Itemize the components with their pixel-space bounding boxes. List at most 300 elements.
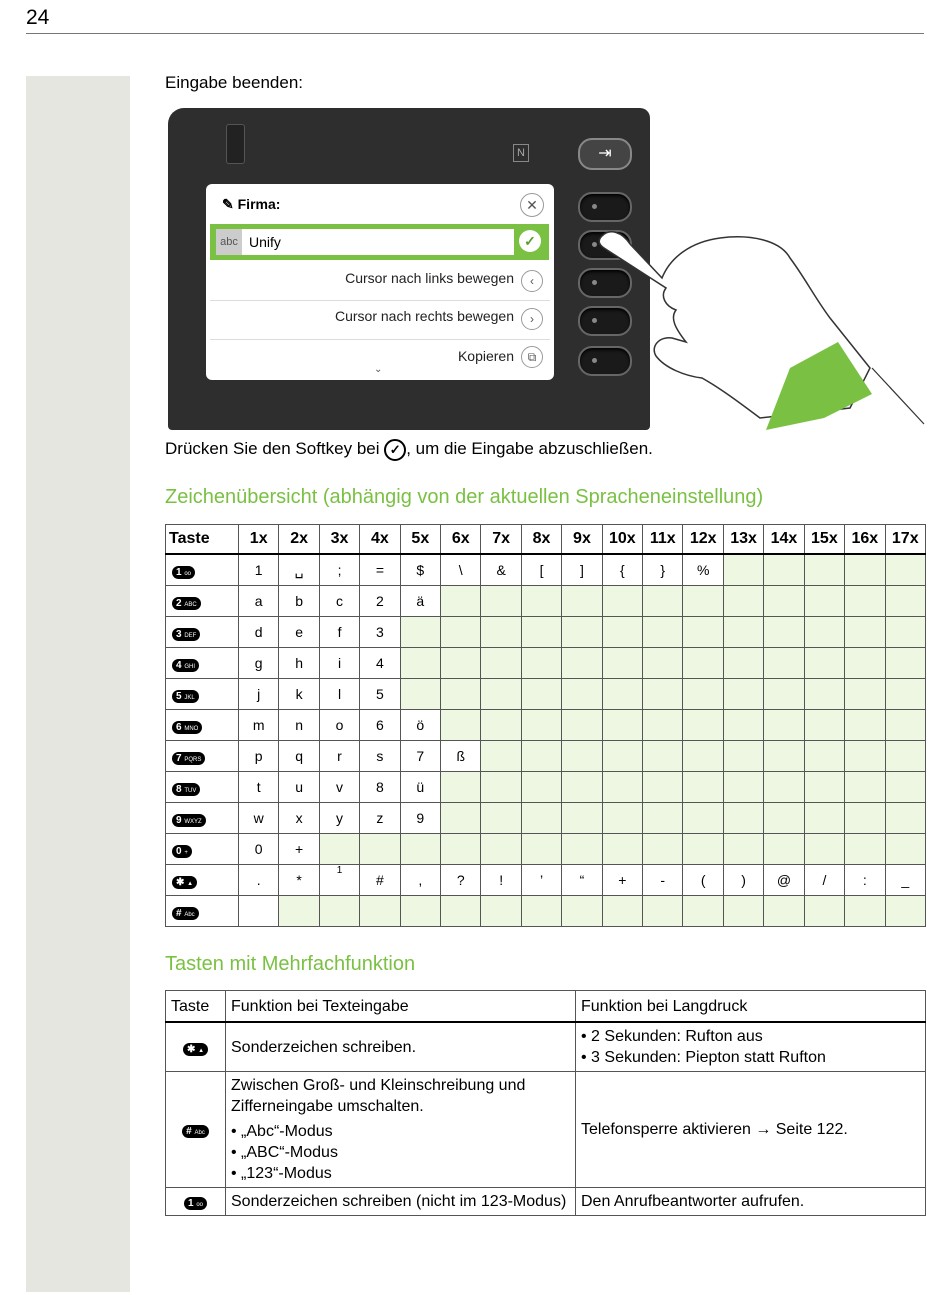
char-cell (602, 834, 642, 865)
char-cell (441, 679, 481, 710)
char-cell (643, 803, 683, 834)
char-cell: ] (562, 554, 602, 586)
char-cell (602, 710, 642, 741)
char-cell (360, 834, 400, 865)
char-cell: 3 (360, 617, 400, 648)
key-7-icon: 7 PQRS (172, 752, 205, 765)
text-function-cell: Zwischen Groß- und Kleinschreibung und Zifferneingabe umschalten. • „Abc“-Modus • „ABC“-Modus • „123“-Modus (226, 1072, 576, 1188)
char-cell (562, 710, 602, 741)
char-cell (400, 896, 440, 927)
char-cell (602, 586, 642, 617)
char-cell (845, 554, 885, 586)
char-cell: [ (521, 554, 561, 586)
char-cell: m (239, 710, 279, 741)
char-cell (845, 896, 885, 927)
key-cell (166, 554, 239, 586)
chevron-left-icon: ‹ (521, 270, 543, 292)
char-cell (481, 586, 521, 617)
char-cell: 5 (360, 679, 400, 710)
char-cell (885, 554, 926, 586)
header-text-function: Funktion bei Texteingabe (226, 991, 576, 1023)
char-cell: f (319, 617, 359, 648)
char-cell (723, 896, 763, 927)
char-cell (643, 648, 683, 679)
table-row (166, 772, 926, 803)
col-header: 4x (360, 525, 400, 555)
intro-text: Eingabe beenden: (165, 73, 304, 92)
long-press-cell: Telefonsperre aktivieren → Seite 122. (576, 1072, 926, 1188)
char-cell (723, 803, 763, 834)
char-cell (643, 741, 683, 772)
table-row (166, 710, 926, 741)
char-cell (643, 772, 683, 803)
char-cell (602, 772, 642, 803)
char-cell (441, 710, 481, 741)
char-cell (885, 648, 926, 679)
char-cell (764, 617, 804, 648)
table-row (166, 648, 926, 679)
key-cell (166, 586, 239, 617)
char-cell (481, 710, 521, 741)
table-row (166, 865, 926, 896)
key-cell (166, 1188, 226, 1216)
char-cell (885, 896, 926, 927)
char-cell: k (279, 679, 319, 710)
char-cell: e (279, 617, 319, 648)
char-cell: ’ (521, 865, 561, 896)
table-row (166, 741, 926, 772)
char-cell (723, 679, 763, 710)
char-cell (521, 834, 561, 865)
divider (210, 339, 550, 340)
key-1-icon: 1 oo (184, 1197, 207, 1210)
char-cell (441, 834, 481, 865)
char-cell: / (804, 865, 844, 896)
char-cell (885, 741, 926, 772)
char-cell (683, 710, 723, 741)
key-8-icon: 8 TUV (172, 783, 200, 796)
key-1-icon: 1 oo (172, 566, 195, 579)
char-cell (804, 834, 844, 865)
char-cell (683, 803, 723, 834)
key-cell (166, 896, 239, 927)
char-cell: \ (441, 554, 481, 586)
key-4-icon: 4 GHI (172, 659, 199, 672)
char-cell: 6 (360, 710, 400, 741)
char-cell (804, 896, 844, 927)
char-cell: + (602, 865, 642, 896)
char-cell (562, 896, 602, 927)
char-cell (885, 803, 926, 834)
header-long-press: Funktion bei Langdruck (576, 991, 926, 1023)
char-cell (804, 803, 844, 834)
char-cell: q (279, 741, 319, 772)
char-cell: c (319, 586, 359, 617)
exit-icon[interactable]: ⇥ (578, 138, 632, 170)
char-cell: ö (400, 710, 440, 741)
input-field[interactable] (216, 229, 514, 255)
char-cell (764, 586, 804, 617)
divider (210, 300, 550, 301)
input-row[interactable] (210, 224, 549, 260)
char-cell (521, 648, 561, 679)
key-cell (166, 648, 239, 679)
char-cell: “ (562, 865, 602, 896)
chevron-right-icon: › (521, 308, 543, 330)
char-cell (643, 896, 683, 927)
char-cell: s (360, 741, 400, 772)
key-cell (166, 710, 239, 741)
char-cell: p (239, 741, 279, 772)
char-cell (764, 679, 804, 710)
char-cell (319, 834, 359, 865)
char-cell (602, 741, 642, 772)
page-number: 24 (26, 6, 50, 29)
char-cell (683, 617, 723, 648)
key-hash-icon: # Abc (182, 1125, 209, 1138)
phone-illustration (168, 108, 650, 430)
char-cell: 8 (360, 772, 400, 803)
char-cell (441, 648, 481, 679)
char-cell: ! (481, 865, 521, 896)
char-cell (643, 586, 683, 617)
section-title-multifunction: Tasten mit Mehrfachfunktion (165, 953, 416, 975)
char-cell: g (239, 648, 279, 679)
col-header: 17x (885, 525, 926, 555)
char-cell (521, 803, 561, 834)
char-cell (764, 896, 804, 927)
char-cell: = (360, 554, 400, 586)
char-cell: ␣ (279, 554, 319, 586)
input-value: Unify (249, 234, 281, 250)
char-cell (723, 586, 763, 617)
key-cell (166, 865, 239, 896)
char-cell (481, 772, 521, 803)
key-0-icon: 0 + (172, 845, 192, 858)
col-header: 15x (804, 525, 844, 555)
char-cell (764, 772, 804, 803)
key-cell (166, 772, 239, 803)
char-cell (400, 617, 440, 648)
key-2-icon: 2 ABC (172, 597, 201, 610)
char-cell (683, 741, 723, 772)
col-header: Taste (166, 525, 239, 555)
char-cell (643, 617, 683, 648)
char-cell (845, 772, 885, 803)
char-cell (845, 586, 885, 617)
header-rule (26, 33, 924, 34)
text-function-cell: Sonderzeichen schreiben. (226, 1022, 576, 1072)
col-header: 11x (643, 525, 683, 555)
list-item: • 3 Sekunden: Piepton statt Rufton (581, 1047, 920, 1068)
char-cell: u (279, 772, 319, 803)
table-row (166, 586, 926, 617)
char-cell: z (360, 803, 400, 834)
char-cell (804, 648, 844, 679)
table-row (166, 896, 926, 927)
char-cell (360, 896, 400, 927)
char-cell (723, 617, 763, 648)
key-6-icon: 6 MNO (172, 721, 202, 734)
char-cell: r (319, 741, 359, 772)
char-cell: - (643, 865, 683, 896)
char-cell: v (319, 772, 359, 803)
char-cell (804, 710, 844, 741)
key-star-icon: ✱ ▲ (172, 876, 197, 889)
col-header: 14x (764, 525, 804, 555)
col-header: 9x (562, 525, 602, 555)
char-cell (845, 710, 885, 741)
long-press-cell (576, 1022, 926, 1072)
char-cell: w (239, 803, 279, 834)
char-cell (885, 586, 926, 617)
char-cell: 4 (360, 648, 400, 679)
char-cell: 9 (400, 803, 440, 834)
char-cell (885, 772, 926, 803)
col-header: 13x (723, 525, 763, 555)
char-cell: 2 (360, 586, 400, 617)
close-icon[interactable]: ✕ (520, 193, 544, 217)
char-cell: a (239, 586, 279, 617)
char-cell (804, 586, 844, 617)
char-cell: 1 (319, 865, 359, 896)
char-cell (441, 896, 481, 927)
char-cell (845, 679, 885, 710)
char-cell: _ (885, 865, 926, 896)
input-mode-badge: abc (216, 229, 242, 255)
char-cell: * (279, 865, 319, 896)
char-cell (764, 648, 804, 679)
text-function-cell: Sonderzeichen schreiben (nicht im 123-Modus) (226, 1188, 576, 1216)
char-cell: ü (400, 772, 440, 803)
char-cell (521, 586, 561, 617)
char-cell: + (279, 834, 319, 865)
char-cell (764, 834, 804, 865)
char-cell (845, 834, 885, 865)
char-cell (764, 554, 804, 586)
check-icon[interactable]: ✓ (519, 230, 541, 252)
table-row (166, 803, 926, 834)
char-cell (683, 679, 723, 710)
char-cell (562, 648, 602, 679)
char-cell: ä (400, 586, 440, 617)
char-cell (239, 896, 279, 927)
char-cell (885, 834, 926, 865)
char-cell (602, 617, 642, 648)
char-cell: ß (441, 741, 481, 772)
char-cell: # (360, 865, 400, 896)
char-cell (764, 741, 804, 772)
char-cell (885, 710, 926, 741)
table-row (166, 617, 926, 648)
char-cell (723, 834, 763, 865)
key-5-icon: 5 JKL (172, 690, 199, 703)
char-cell (804, 554, 844, 586)
option-cursor-right[interactable]: Cursor nach rechts bewegen (335, 308, 514, 324)
char-cell: 0 (239, 834, 279, 865)
char-cell: o (319, 710, 359, 741)
col-header: 12x (683, 525, 723, 555)
char-cell (562, 586, 602, 617)
char-cell: n (279, 710, 319, 741)
nfc-icon: N (513, 144, 529, 162)
char-cell (804, 772, 844, 803)
char-cell (643, 679, 683, 710)
char-cell (441, 772, 481, 803)
copy-icon: ⧉ (521, 346, 543, 368)
col-header: 6x (441, 525, 481, 555)
char-cell (400, 834, 440, 865)
char-cell (521, 617, 561, 648)
key-9-icon: 9 WXYZ (172, 814, 206, 827)
multifunction-table (165, 990, 926, 1216)
char-cell (723, 710, 763, 741)
char-cell (441, 586, 481, 617)
table-row (166, 1188, 926, 1216)
scroll-down-icon: ⌄ (374, 364, 383, 375)
char-cell (683, 772, 723, 803)
list-item: • „ABC“-Modus (231, 1142, 570, 1163)
table-row (166, 1022, 926, 1072)
char-cell (481, 896, 521, 927)
char-cell (400, 679, 440, 710)
col-header: 5x (400, 525, 440, 555)
list-item: • 2 Sekunden: Rufton aus (581, 1026, 920, 1047)
char-cell (319, 896, 359, 927)
char-cell (602, 803, 642, 834)
key-cell (166, 679, 239, 710)
char-cell (602, 679, 642, 710)
key-hash-icon: # Abc (172, 907, 199, 920)
char-cell (279, 896, 319, 927)
char-cell: d (239, 617, 279, 648)
finger-hand-illustration (590, 218, 930, 432)
char-cell (602, 896, 642, 927)
key-cell (166, 803, 239, 834)
list-item: • „Abc“-Modus (231, 1121, 570, 1142)
key-cell (166, 834, 239, 865)
char-cell (521, 772, 561, 803)
char-cell: 1 (239, 554, 279, 586)
char-cell (723, 554, 763, 586)
char-cell: i (319, 648, 359, 679)
char-cell: ; (319, 554, 359, 586)
table-row (166, 1072, 926, 1188)
char-cell (521, 741, 561, 772)
long-press-cell: Den Anrufbeantworter aufrufen. (576, 1188, 926, 1216)
char-cell (683, 586, 723, 617)
char-cell (804, 679, 844, 710)
char-cell: & (481, 554, 521, 586)
char-cell: ) (723, 865, 763, 896)
char-cell (481, 648, 521, 679)
char-cell (885, 679, 926, 710)
key-3-icon: 3 DEF (172, 628, 200, 641)
table-row (166, 679, 926, 710)
char-cell (562, 834, 602, 865)
char-cell (400, 648, 440, 679)
key-cell (166, 741, 239, 772)
section-title-char-overview: Zeichenübersicht (abhängig von der aktuellen Spracheneinstellung) (165, 486, 764, 508)
char-cell: @ (764, 865, 804, 896)
key-cell (166, 617, 239, 648)
char-cell (562, 803, 602, 834)
char-cell: y (319, 803, 359, 834)
char-cell (481, 679, 521, 710)
char-cell: ? (441, 865, 481, 896)
char-cell (481, 834, 521, 865)
check-icon: ✓ (384, 439, 406, 461)
char-cell: } (643, 554, 683, 586)
char-cell (845, 648, 885, 679)
char-cell (562, 741, 602, 772)
char-cell: h (279, 648, 319, 679)
char-cell: b (279, 586, 319, 617)
char-cell (562, 617, 602, 648)
char-cell (562, 772, 602, 803)
col-header: 7x (481, 525, 521, 555)
char-cell (723, 772, 763, 803)
char-cell (521, 710, 561, 741)
char-cell (683, 648, 723, 679)
char-cell: x (279, 803, 319, 834)
char-cell: ( (683, 865, 723, 896)
char-cell: l (319, 679, 359, 710)
char-cell (764, 710, 804, 741)
handset-slot (226, 124, 245, 164)
col-header: 10x (602, 525, 642, 555)
char-cell: : (845, 865, 885, 896)
char-cell: t (239, 772, 279, 803)
list-item: • „123“-Modus (231, 1163, 570, 1184)
char-cell (521, 679, 561, 710)
char-cell (764, 803, 804, 834)
char-cell: , (400, 865, 440, 896)
sidebar-band (26, 76, 130, 1292)
col-header: 2x (279, 525, 319, 555)
char-cell (804, 617, 844, 648)
character-table (165, 524, 926, 927)
char-cell (723, 741, 763, 772)
char-cell: $ (400, 554, 440, 586)
col-header: 1x (239, 525, 279, 555)
key-cell (166, 1072, 226, 1188)
table-row (166, 834, 926, 865)
option-copy[interactable]: Kopieren (457, 348, 514, 364)
col-header: 16x (845, 525, 885, 555)
char-cell (683, 834, 723, 865)
key-star-icon: ✱ ▲ (183, 1043, 208, 1056)
char-cell (804, 741, 844, 772)
char-cell (602, 648, 642, 679)
table-row (166, 554, 926, 586)
key-cell (166, 1022, 226, 1072)
char-cell: % (683, 554, 723, 586)
char-cell (643, 834, 683, 865)
char-cell (885, 617, 926, 648)
char-cell (723, 648, 763, 679)
char-cell (845, 803, 885, 834)
char-cell (643, 710, 683, 741)
char-cell (562, 679, 602, 710)
char-cell (521, 896, 561, 927)
char-cell (441, 617, 481, 648)
option-cursor-left[interactable]: Cursor nach links bewegen (345, 270, 514, 286)
char-cell: 7 (400, 741, 440, 772)
instruction-text: Drücken Sie den Softkey bei ✓ , um die Eingabe abzuschließen. (165, 439, 653, 461)
screen-title: ✎ Firma: (222, 196, 281, 212)
pencil-icon: ✎ (222, 196, 238, 212)
